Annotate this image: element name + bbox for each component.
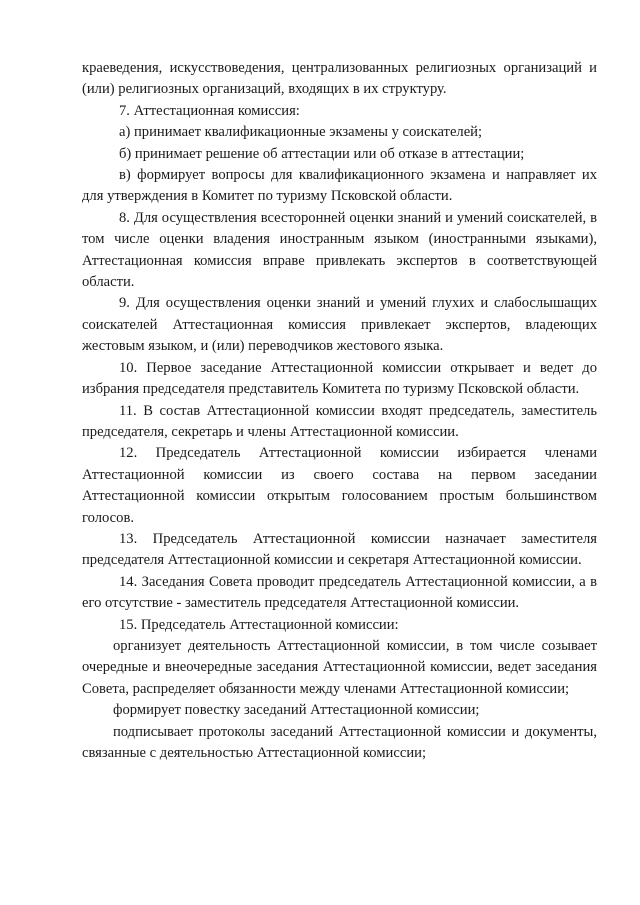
paragraph-item-7b: б) принимает решение об аттестации или об отказе в аттестации;: [119, 145, 525, 162]
paragraph-item-9: 9. Для осуществления оценки знаний и умений глухих и слабослышащих соискателей Аттестационная комиссия привлекает экспертов, владеющих жестовым языком, и (или) переводчиков жестового языка.: [82, 295, 597, 355]
paragraph-item-15: 15. Председатель Аттестационной комиссии:: [119, 616, 399, 633]
paragraph-continuation: краеведения, искусствоведения, централизованных религиозных организаций и (или) религиозных организаций, входящих в их структуру.: [82, 60, 597, 98]
paragraph-item-15-signs: подписывает протоколы заседаний Аттестационной комиссии и документы, связанные с деятельностью Аттестационной комиссии;: [82, 723, 597, 761]
paragraph-item-7: 7. Аттестационная комиссия:: [119, 102, 300, 119]
paragraph-item-15-agenda: формирует повестку заседаний Аттестационной комиссии;: [113, 702, 480, 719]
paragraph-item-15-organizes: организует деятельность Аттестационной комиссии, в том числе созывает очередные и внеочередные заседания Аттестационной комиссии, ведет заседания Совета, распределяет обязанности между членами Аттестационной комиссии;: [82, 637, 597, 697]
paragraph-item-11: 11. В состав Аттестационной комиссии входят председатель, заместитель председателя, секретарь и члены Аттестационной комиссии.: [82, 402, 597, 440]
paragraph-item-8: 8. Для осуществления всесторонней оценки знаний и умений соискателей, в том числе оценки владения иностранным языком (иностранными языками), Аттестационная комиссия вправе привлекать экспертов в соответствующей области.: [82, 209, 597, 291]
paragraph-item-14: 14. Заседания Совета проводит председатель Аттестационной комиссии, а в его отсутствие - заместитель председателя Аттестационной комиссии.: [82, 573, 597, 612]
paragraph-item-7v: в) формирует вопросы для квалификационного экзамена и направляет их для утверждения в Комитет по туризму Псковской области.: [82, 167, 597, 205]
paragraph-item-12: 12. Председатель Аттестационной комиссии избирается членами Аттестационной комиссии из своего состава на первом заседании Аттестационной комиссии открытым голосованием простым большинством голосов.: [82, 445, 597, 526]
paragraph-item-7a: а) принимает квалификационные экзамены у соискателей;: [119, 124, 483, 141]
paragraph-item-13: 13. Председатель Аттестационной комиссии назначает заместителя председателя Аттестационной комиссии и секретаря Аттестационной комиссии.: [82, 530, 597, 569]
paragraph-item-10: 10. Первое заседание Аттестационной комиссии открывает и ведет до избрания председателя представитель Комитета по туризму Псковской области.: [82, 359, 597, 398]
